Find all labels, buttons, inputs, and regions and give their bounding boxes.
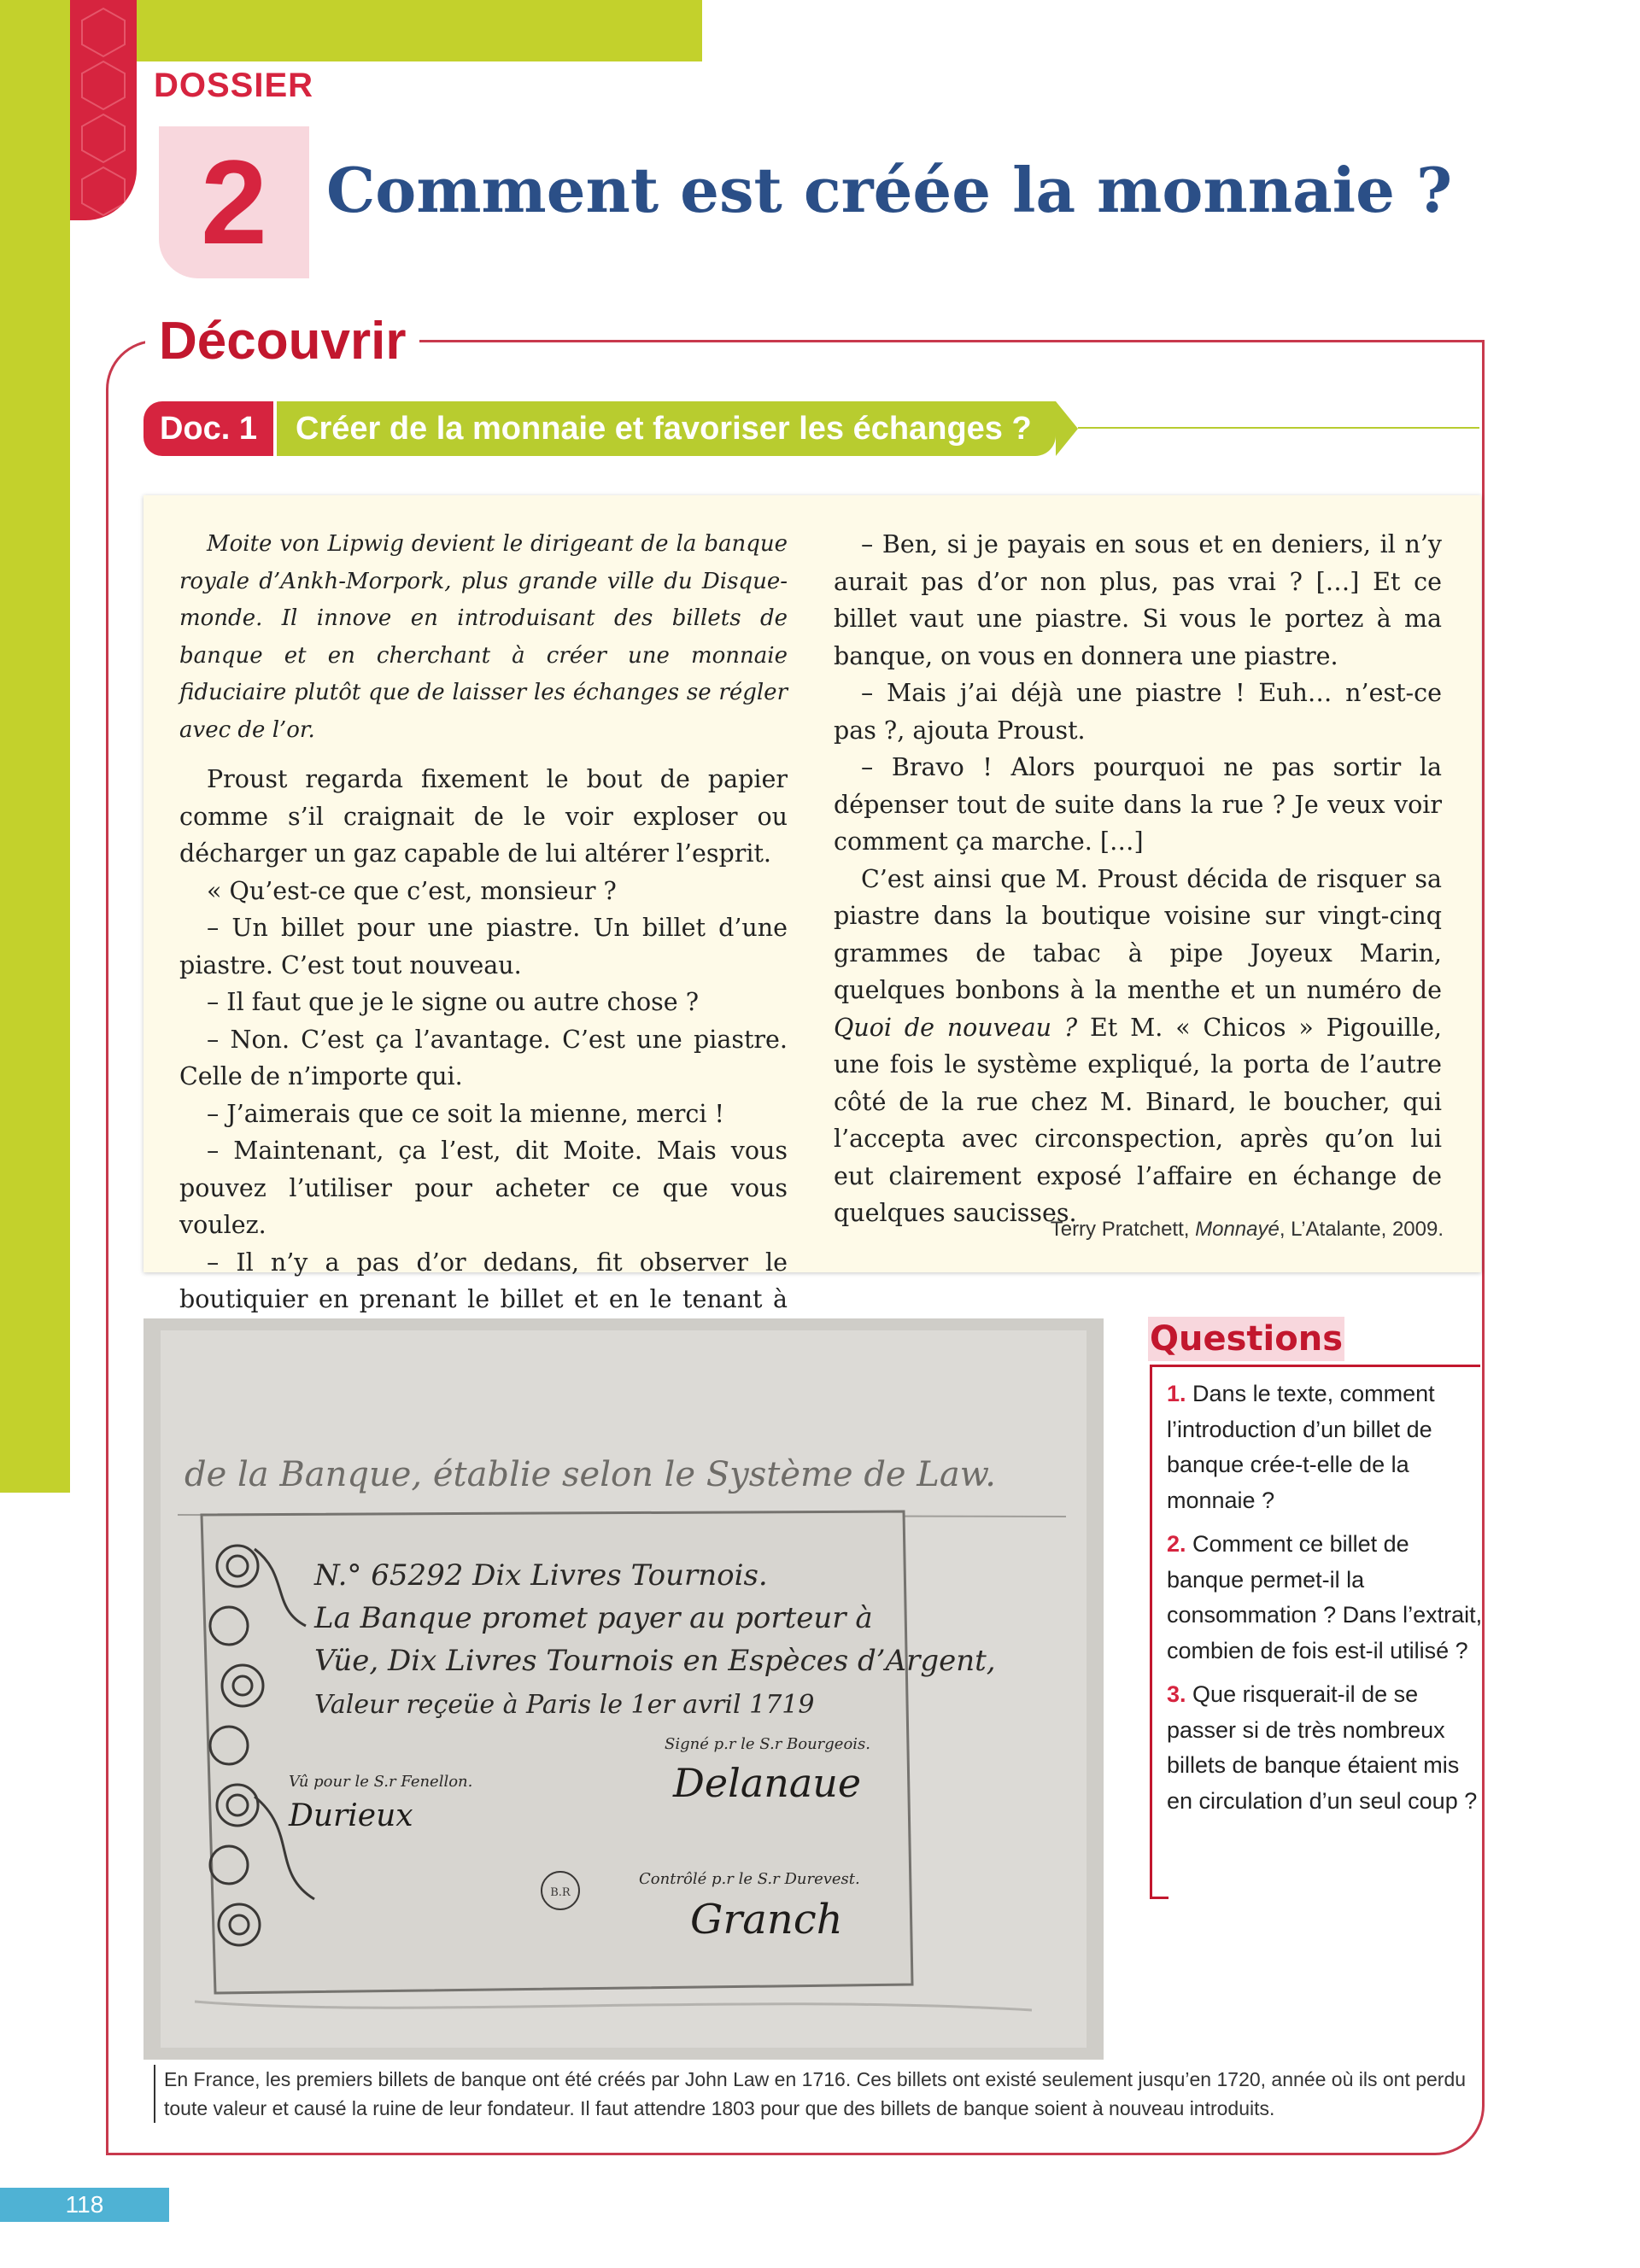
banknote-line3: Valeur reçeüe à Paris le 1er avril 1719	[314, 1690, 815, 1720]
signature-bourgeois: Delanaue	[673, 1760, 862, 1806]
excerpt-paragraph: – Maintenant, ça l’est, dit Moite. Mais vous pouvez l’utiliser pour acheter ce que vous voulez.	[179, 1137, 788, 1239]
question-text: Comment ce billet de banque permet-il la consommation ? Dans l’extrait, combien de fois est-il utilisé ?	[1167, 1531, 1483, 1663]
banknote-number: N.° 65292 Dix Livres Tournois.	[314, 1558, 768, 1593]
excerpt-paragraph: – Il faut que je le signe ou autre chose ?	[207, 988, 699, 1016]
final-paragraph-start: C’est ainsi que M. Proust décida de risquer sa piastre dans la boutique voisine sur vingt-cinq grammes de tabac à pipe Joyeux Marin, quelques bonbons à la menthe et un numéro de	[834, 864, 1442, 1004]
doc-title: Créer de la monnaie et favoriser les échanges ?	[277, 401, 1056, 456]
excerpt-source	[1051, 1218, 1444, 1242]
section-label: DOSSIER	[154, 67, 314, 104]
banknote-photo	[144, 1318, 1104, 2060]
excerpt-paragraph: – Il n’y a pas d’or dedans, fit observer le boutiquier en prenant le billet et en le tenant à	[179, 1248, 788, 1313]
source-author: Terry Pratchett,	[1050, 1218, 1196, 1241]
hexagon-pattern	[70, 0, 137, 220]
banknote-controlled-by: Contrôlé p.r le S.r Durevest.	[639, 1870, 860, 1888]
final-paragraph-end: Et M. « Chicos » Pigouille, une fois le système expliqué, la porta de l’autre côté de la rue chez M. Binard, le boucher, qui l’accepta avec circonspection, après qu’on lui eut clairement exposé l’affaire en échange de quelques saucisses.	[834, 1013, 1442, 1227]
source-work: Monnayé	[1195, 1218, 1280, 1241]
banknote-line1: La Banque promet payer au porteur à	[314, 1601, 873, 1635]
question-number: 1.	[1167, 1381, 1186, 1406]
caption-rule	[154, 2065, 155, 2123]
banknote-illustration	[144, 1318, 1104, 2060]
subheading: Découvrir	[145, 309, 419, 374]
excerpt-box	[144, 495, 1481, 1313]
banknote-seen-by: Vû pour le S.r Fenellon.	[289, 1773, 473, 1791]
left-color-band	[0, 0, 70, 1493]
question-text: Dans le texte, comment l’introduction d’un billet de banque crée-t-elle de la monnaie ?	[1167, 1381, 1435, 1513]
page-title: Comment est créée la monnaie ?	[326, 154, 1453, 226]
questions-title: Questions	[1148, 1317, 1344, 1361]
page-number: 118	[0, 2188, 169, 2222]
doc-rule	[1078, 427, 1479, 429]
top-color-band	[70, 0, 702, 61]
excerpt-paragraph: – Ben, si je payais en sous et en deniers, il n’y aurait pas d’or non plus, pas vrai ? […] Et ce billet vaut une piastre. Si vous le portez à ma banque, on vous en donnera une piastre.	[834, 530, 1442, 670]
excerpt-final-paragraph	[834, 861, 1442, 1232]
excerpt-left-column	[179, 526, 788, 1355]
questions-list	[1167, 1377, 1483, 1827]
question-item	[1167, 1677, 1483, 1819]
section-number: 2	[201, 135, 267, 269]
excerpt-paragraph: – J’aimerais que ce soit la mienne, merci !	[207, 1099, 725, 1128]
excerpt-paragraph: – Mais j’ai déjà une piastre ! Euh… n’est-ce pas ?, ajouta Proust.	[834, 679, 1442, 745]
photo-caption: En France, les premiers billets de banque ont été créés par John Law en 1716. Ces billets ont existé seulement jusqu’en 1720, année où ils ont perdu toute valeur et causé la ruine de leur fondateur. Il faut attendre 1803 pour que des billets de banque soient à nouveau introduits.	[164, 2068, 1467, 2119]
source-publisher: , L’Atalante, 2009.	[1279, 1218, 1444, 1241]
magazine-title: Quoi de nouveau ?	[834, 1013, 1078, 1042]
question-item	[1167, 1377, 1483, 1518]
excerpt-right-column	[834, 526, 1442, 1232]
doc-banner-arrow	[1056, 401, 1078, 456]
excerpt-paragraph: – Bravo ! Alors pourquoi ne pas sortir la dépenser tout de suite dans la rue ? Je veux voir comment ça marche. […]	[834, 753, 1442, 856]
excerpt-paragraph: « Qu’est-ce que c’est, monsieur ?	[207, 876, 617, 905]
banknote-line2: Vüe, Dix Livres Tournois en Espèces d’Argent,	[314, 1644, 996, 1678]
excerpt-intro: Moite von Lipwig devient le dirigeant de la banque royale d’Ankh-Morpork, plus grande ville du Disque-monde. Il innove en introduisant des billets de banque et en cherchant à créer une monnaie fiduciaire plutôt que de laisser les échanges se régler avec de l’or.	[179, 531, 788, 743]
question-text: Que risquerait-il de se passer si de très nombreux billets de banque étaient mis en circulation d’un seul coup ?	[1167, 1681, 1478, 1814]
question-number: 3.	[1167, 1681, 1186, 1707]
section-number-box	[159, 126, 309, 278]
excerpt-paragraph: – Un billet pour une piastre. Un billet d’une piastre. C’est tout nouveau.	[179, 914, 788, 979]
doc-tag: Doc. 1	[144, 401, 273, 456]
question-item	[1167, 1527, 1483, 1669]
dossier-tab	[70, 0, 137, 220]
banknote-signed-by: Signé p.r le S.r Bourgeois.	[665, 1735, 871, 1753]
question-number: 2.	[1167, 1531, 1186, 1557]
excerpt-paragraph: – Non. C’est ça l’avantage. C’est une piastre. Celle de n’importe qui.	[179, 1025, 788, 1090]
signature-fenellon: Durieux	[289, 1798, 413, 1833]
excerpt-paragraph: Proust regarda fixement le bout de papier comme s’il craignait de le voir exploser ou décharger un gaz capable de lui altérer l’esprit.	[179, 765, 788, 868]
signature-durevest: Granch	[690, 1896, 843, 1944]
seal-letters: B.R	[550, 1886, 571, 1899]
banknote-header: de la Banque, établie selon le Système de Law.	[184, 1455, 996, 1494]
